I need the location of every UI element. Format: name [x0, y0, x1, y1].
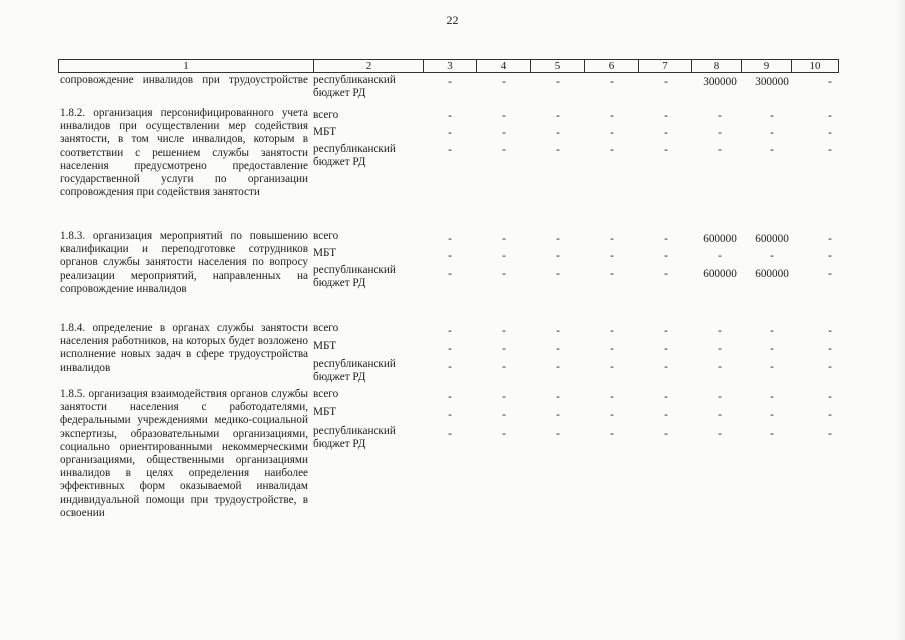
column-header-2: 2 [313, 60, 423, 72]
value-cell: - [828, 268, 832, 280]
value-cell: - [664, 127, 668, 139]
column-header-8: 8 [691, 60, 741, 72]
column-header-10: 10 [791, 60, 839, 72]
value-cell: - [828, 233, 832, 245]
funding-source: республиканский бюджет РД [313, 74, 396, 100]
value-cell: - [610, 325, 614, 337]
value-cell: - [828, 127, 832, 139]
value-cell: - [556, 76, 560, 88]
value-cell: - [502, 409, 506, 421]
value-cell: - [664, 250, 668, 262]
value-cell: - [448, 268, 452, 280]
value-cell: - [770, 144, 774, 156]
value-cell: - [828, 110, 832, 122]
value-cell: - [664, 343, 668, 355]
value-cell: - [664, 361, 668, 373]
value-cell: - [610, 110, 614, 122]
value-cell: - [664, 409, 668, 421]
value-cell: - [502, 343, 506, 355]
funding-source: республиканский бюджет РД [313, 358, 396, 384]
value-cell: - [502, 361, 506, 373]
value-cell: - [664, 144, 668, 156]
value-cell: - [664, 268, 668, 280]
funding-source: республиканский бюджет РД [313, 425, 396, 451]
value-cell: - [664, 428, 668, 440]
value-cell: - [664, 76, 668, 88]
value-cell: - [502, 428, 506, 440]
value-cell: - [718, 250, 722, 262]
value-cell: - [718, 144, 722, 156]
value-cell: - [770, 409, 774, 421]
value-cell: - [770, 343, 774, 355]
value-cell: - [610, 391, 614, 403]
column-header-7: 7 [638, 60, 691, 72]
value-cell: - [828, 76, 832, 88]
funding-source: МБТ [313, 247, 337, 259]
page-number: 22 [446, 13, 459, 27]
value-cell: - [448, 325, 452, 337]
page-edge-shadow [895, 0, 905, 640]
value-cell: - [828, 428, 832, 440]
value-cell: - [448, 110, 452, 122]
value-cell: - [610, 343, 614, 355]
value-cell: - [828, 343, 832, 355]
value-cell: - [448, 409, 452, 421]
value-cell: - [610, 409, 614, 421]
value-cell: 600000 [703, 268, 737, 280]
value-cell: - [610, 250, 614, 262]
value-cell: - [718, 343, 722, 355]
value-cell: - [770, 361, 774, 373]
value-cell: - [718, 409, 722, 421]
value-cell: - [718, 361, 722, 373]
value-cell: - [718, 391, 722, 403]
value-cell: - [502, 268, 506, 280]
value-cell: - [556, 361, 560, 373]
value-cell: - [828, 391, 832, 403]
column-header-4: 4 [476, 60, 530, 72]
measure-description: сопровождение инвалидов при трудоустройстве [60, 74, 308, 86]
value-cell: - [502, 76, 506, 88]
value-cell: - [448, 361, 452, 373]
value-cell: - [502, 391, 506, 403]
measure-description: 1.8.5. организация взаимодействия органов службы занятости населения с работодателями, федеральными учреждениями медико-социальной экспертизы, образовательными организациями, социально ориентированными некоммерческими организациями, общественными организациями инвалидов в целях определения наиболее эффективных форм оказываемой инвалидам индивидуальной помощи при трудоустройстве, в освоении [60, 388, 308, 519]
value-cell: - [556, 409, 560, 421]
value-cell: - [828, 144, 832, 156]
value-cell: - [664, 391, 668, 403]
value-cell: - [502, 325, 506, 337]
value-cell: - [770, 391, 774, 403]
value-cell: - [448, 233, 452, 245]
funding-source: всего [313, 388, 339, 400]
value-cell: 300000 [755, 76, 789, 88]
value-cell: - [556, 233, 560, 245]
funding-source: всего [313, 230, 339, 242]
value-cell: - [556, 343, 560, 355]
value-cell: - [770, 428, 774, 440]
value-cell: - [448, 343, 452, 355]
value-cell: - [718, 127, 722, 139]
value-cell: - [718, 325, 722, 337]
value-cell: - [718, 110, 722, 122]
value-cell: - [610, 428, 614, 440]
value-cell: - [828, 250, 832, 262]
value-cell: - [556, 144, 560, 156]
value-cell: - [770, 110, 774, 122]
value-cell: - [556, 325, 560, 337]
value-cell: - [448, 428, 452, 440]
value-cell: - [556, 391, 560, 403]
value-cell: - [502, 233, 506, 245]
measure-description: 1.8.3. организация мероприятий по повышению квалификации и переподготовке сотрудников органов службы занятости населения по вопросу реализации мероприятий, направленных на сопровождение инвалидов [60, 230, 308, 295]
value-cell: - [610, 127, 614, 139]
value-cell: - [828, 325, 832, 337]
funding-source: всего [313, 109, 339, 121]
value-cell: 600000 [703, 233, 737, 245]
column-header-6: 6 [584, 60, 638, 72]
funding-source: всего [313, 322, 339, 334]
value-cell: - [610, 76, 614, 88]
value-cell: - [770, 127, 774, 139]
column-header-1: 1 [58, 60, 313, 72]
value-cell: - [610, 233, 614, 245]
value-cell: - [664, 325, 668, 337]
value-cell: - [448, 127, 452, 139]
value-cell: - [664, 110, 668, 122]
value-cell: - [448, 391, 452, 403]
measure-description: 1.8.4. определение в органах службы занятости населения работников, на которых будет возложено исполнение новых задач в сфере трудоустройства инвалидов [60, 322, 308, 374]
value-cell: - [610, 361, 614, 373]
value-cell: - [828, 409, 832, 421]
funding-source: республиканский бюджет РД [313, 264, 396, 290]
value-cell: - [502, 110, 506, 122]
value-cell: - [556, 127, 560, 139]
funding-source: республиканский бюджет РД [313, 143, 396, 169]
column-header-5: 5 [530, 60, 584, 72]
measure-description: 1.8.2. организация персонифицированного учета инвалидов при осуществлении мер содействия занятости, в том числе инвалидов, которым в соответствии с решением службы занятости населения предусмотрено предоставление государственной услуги по организации сопровождения при содействия занятости [60, 107, 308, 199]
funding-source: МБТ [313, 406, 337, 418]
value-cell: 600000 [755, 233, 789, 245]
value-cell: - [770, 325, 774, 337]
value-cell: - [556, 110, 560, 122]
value-cell: 300000 [703, 76, 737, 88]
value-cell: - [448, 144, 452, 156]
value-cell: 600000 [755, 268, 789, 280]
value-cell: - [448, 250, 452, 262]
funding-source: МБТ [313, 340, 337, 352]
value-cell: - [556, 268, 560, 280]
value-cell: - [718, 428, 722, 440]
value-cell: - [610, 144, 614, 156]
value-cell: - [556, 250, 560, 262]
value-cell: - [556, 428, 560, 440]
value-cell: - [502, 250, 506, 262]
value-cell: - [770, 250, 774, 262]
value-cell: - [448, 76, 452, 88]
value-cell: - [502, 144, 506, 156]
funding-source: МБТ [313, 126, 337, 138]
table-header-row [58, 59, 839, 73]
column-header-3: 3 [423, 60, 476, 72]
value-cell: - [664, 233, 668, 245]
value-cell: - [610, 268, 614, 280]
column-header-9: 9 [741, 60, 791, 72]
value-cell: - [828, 361, 832, 373]
value-cell: - [502, 127, 506, 139]
